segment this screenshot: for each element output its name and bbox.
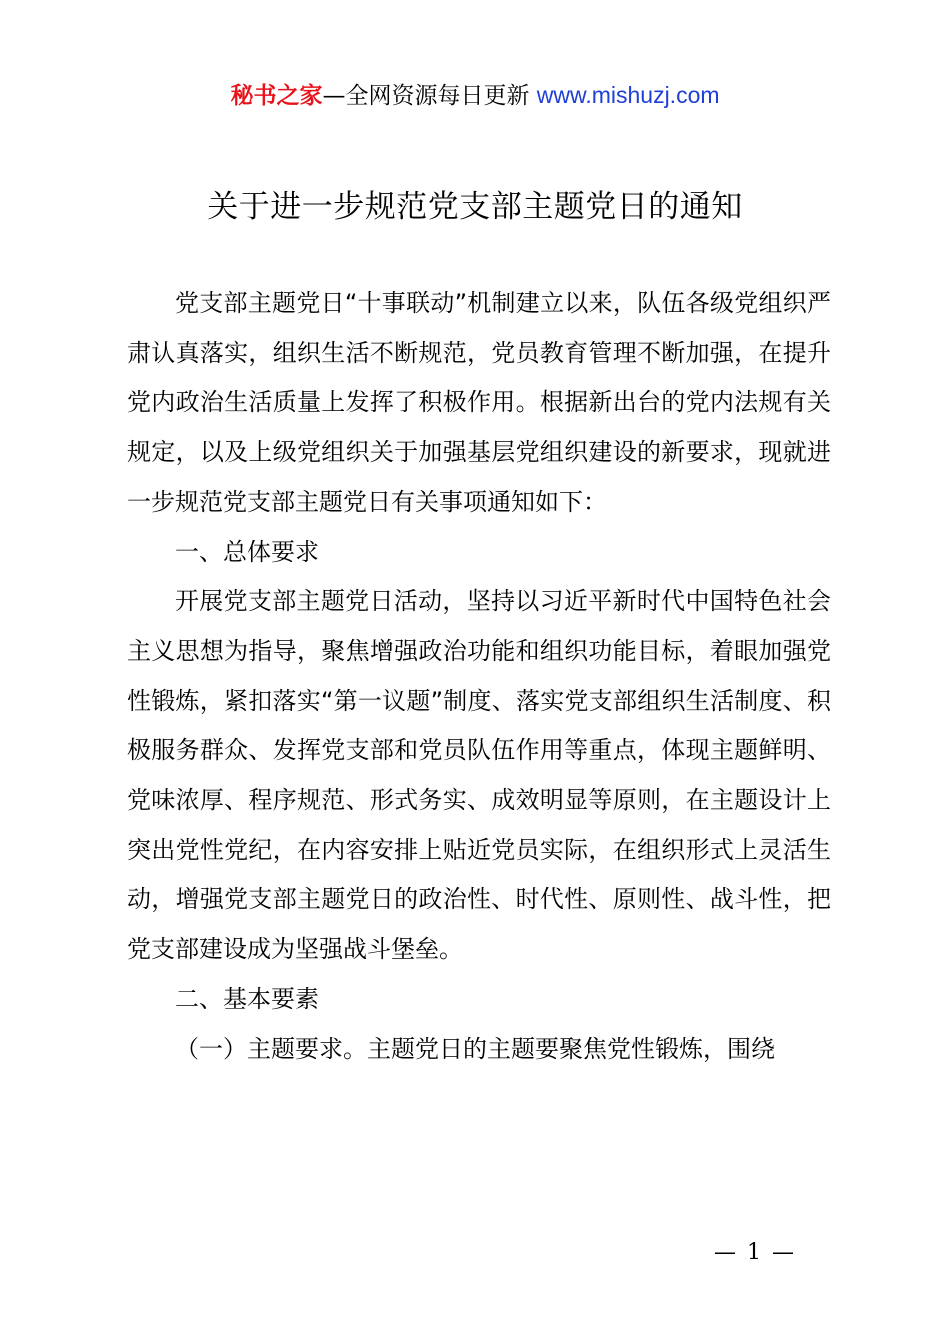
section-heading-general-requirements: 一、总体要求	[175, 537, 319, 566]
paragraph-general-requirements: 开展党支部主题党日活动，坚持以习近平新时代中国特色社会主义思想为指导，聚焦增强政治功能和组织功能目标，着眼加强党性锻炼，紧扣落实“第一议题”制度、落实党支部组织生活制度、积极服务群众、发挥党支部和党员队伍作用等重点，体现主题鲜明、党味浓厚、程序规范、形式务实、成效明显等原则，在主题设计上突出党性党纪，在内容安排上贴近党员实际，在组织形式上灵活生动，增强党支部主题党日的政治性、时代性、原则性、战斗性，把党支部建设成为坚强战斗堡垒。	[127, 587, 831, 964]
paragraph-intro: 党支部主题党日“十事联动”机制建立以来，队伍各级党组织严肃认真落实，组织生活不断规范，党员教育管理不断加强，在提升党内政治生活质量上发挥了积极作用。根据新出台的党内法规有关规定，以及上级党组织关于加强基层党组织建设的新要求，现就进一步规范党支部主题党日有关事项通知如下：	[127, 289, 831, 516]
document-body	[127, 279, 831, 1074]
section-heading-basic-elements: 二、基本要素	[175, 984, 319, 1013]
banner-brand: 秘书之家	[230, 83, 323, 109]
document-title: 关于进一步规范党支部主题党日的通知	[207, 189, 743, 225]
banner-url-link[interactable]: www.mishuzj.com	[536, 82, 720, 108]
paragraph-theme-requirements: （一）主题要求。主题党日的主题要聚焦党性锻炼，围绕	[175, 1034, 775, 1063]
page-number: — 1 —	[714, 1240, 796, 1265]
banner-tagline: —全网资源每日更新	[322, 83, 537, 109]
site-banner	[0, 78, 950, 113]
